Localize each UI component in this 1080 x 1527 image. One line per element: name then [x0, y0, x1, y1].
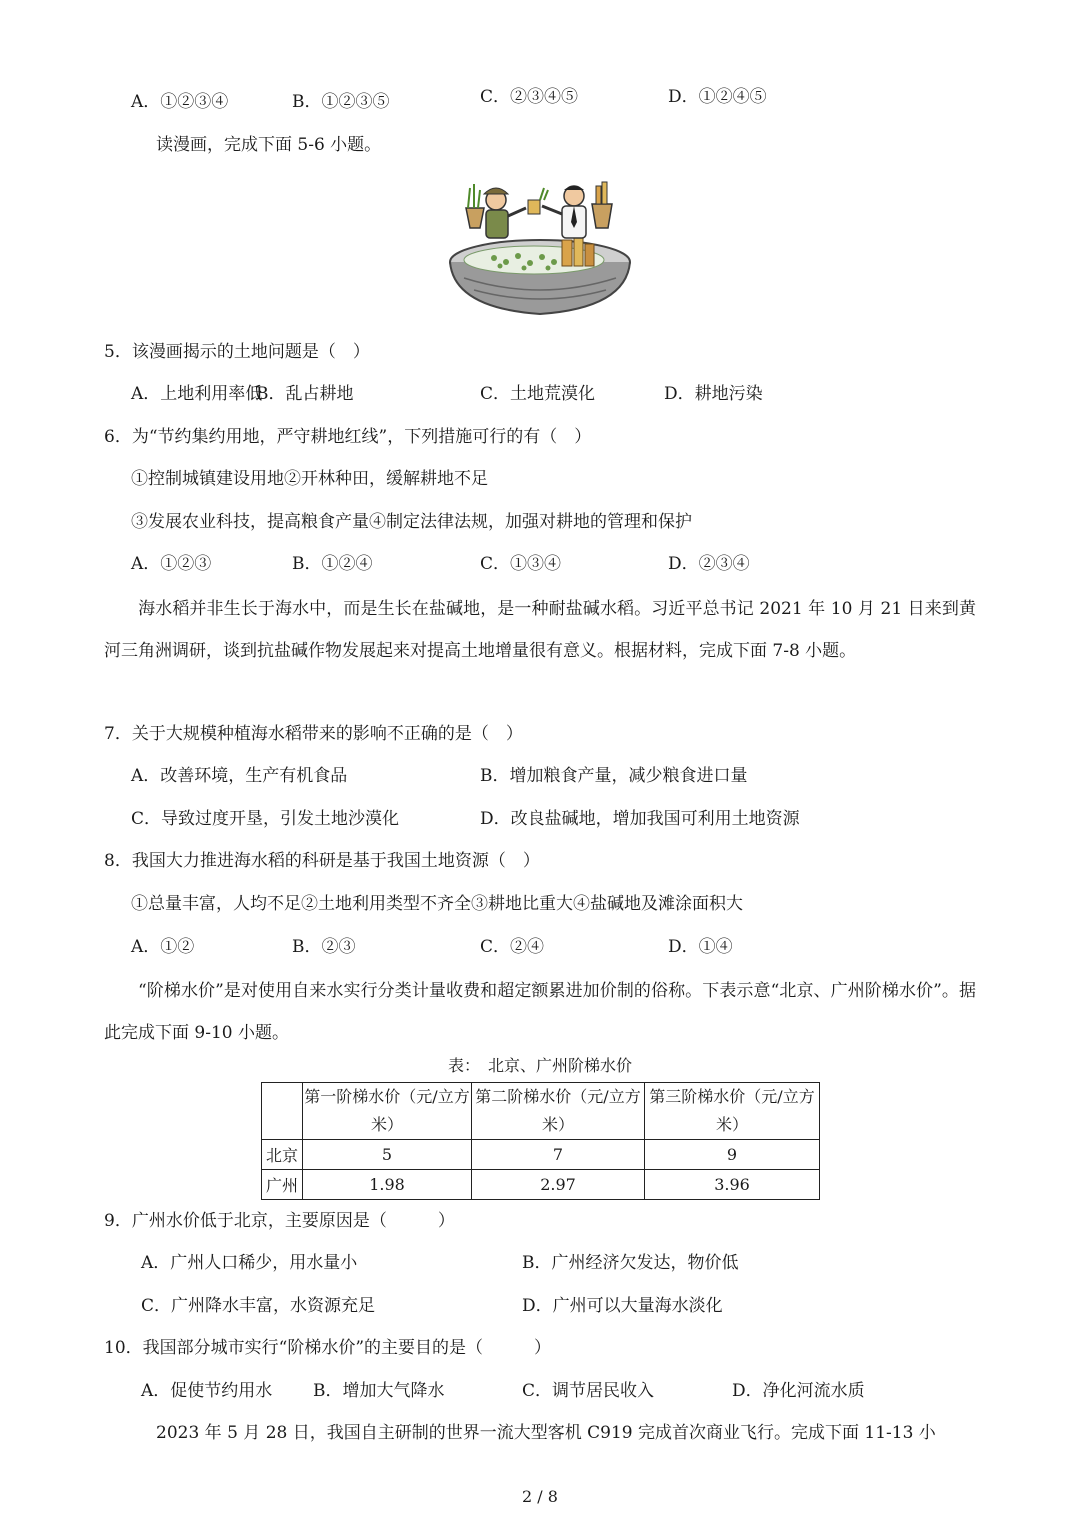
q5-option-c: C．土地荒漠化	[480, 384, 596, 404]
table-header-tier-3: 第三阶梯水价（元/立方米）	[645, 1083, 820, 1140]
q10-option-a: A．促使节约用水	[141, 1381, 273, 1401]
q8-option-b: B．②③	[292, 937, 356, 957]
q6-line-2: ③发展农业科技，提高粮食产量④制定法律法规，加强对耕地的管理和保护	[131, 512, 692, 532]
table-row	[262, 1140, 820, 1170]
q9-option-d: D．广州可以大量海水淡化	[522, 1296, 723, 1316]
intro-11-13: 2023 年 5 月 28 日，我国自主研制的世界一流大型客机 C919 完成首次商业飞行。完成下面 11-13 小	[156, 1423, 936, 1443]
intro-9-10	[104, 970, 976, 1054]
q4-option-d: D．①②④⑤	[668, 87, 767, 107]
q5-option-a: A．上地利用率低	[131, 384, 263, 404]
q7-option-a: A．改善环境，生产有机食品	[131, 766, 348, 786]
table-row	[262, 1170, 820, 1200]
q8-option-c: C．②④	[480, 937, 545, 957]
table-value-cell: 2.97	[472, 1170, 645, 1200]
q7-option-d: D．改良盐碱地，增加我国可利用土地资源	[480, 809, 800, 829]
table-header-row	[262, 1083, 820, 1140]
q8-line-1: ①总量丰富，人均不足②土地利用类型不齐全③耕地比重大④盐碱地及滩涂面积大	[131, 894, 743, 914]
q4-option-a: A．①②③④	[131, 92, 229, 112]
q4-option-c: C．②③④⑤	[480, 87, 579, 107]
q5-stem: 5．该漫画揭示的土地问题是（ ）	[104, 342, 370, 362]
intro-7-8-text: 海水稻并非生长于海水中，而是生长在盐碱地，是一种耐盐碱水稻。习近平总书记 2021 年 10 月 21 日来到黄河三角洲调研，谈到抗盐碱作物发展起来对提高土地增量很有意义。根据材料，完成下面 7-8 小题。	[104, 599, 976, 661]
q5-option-b: B．乱占耕地	[256, 384, 354, 404]
table-header-tier-1: 第一阶梯水价（元/立方米）	[303, 1083, 472, 1140]
q7-option-c: C．导致过度开垦，引发土地沙漠化	[131, 809, 400, 829]
q6-option-c: C．①③④	[480, 554, 562, 574]
q6-option-a: A．①②③	[131, 554, 212, 574]
intro-9-10-text: “阶梯水价”是对使用自来水实行分类计量收费和超定额累进加价制的俗称。下表示意“北京、广州阶梯水价”。据此完成下面 9-10 小题。	[104, 981, 976, 1043]
table-value-cell: 5	[303, 1140, 472, 1170]
q5-option-d: D．耕地污染	[664, 384, 763, 404]
q9-option-a: A．广州人口稀少，用水量小	[141, 1253, 358, 1273]
q9-option-b: B．广州经济欠发达，物价低	[522, 1253, 739, 1273]
q9-stem: 9．广州水价低于北京，主要原因是（ ）	[104, 1211, 455, 1231]
q10-option-b: B．增加大气降水	[313, 1381, 445, 1401]
table-caption: 表： 北京、广州阶梯水价	[447, 1056, 632, 1075]
water-price-table	[261, 1082, 820, 1200]
q8-option-a: A．①②	[131, 937, 195, 957]
q6-line-1: ①控制城镇建设用地②开林种田，缓解耕地不足	[131, 469, 488, 489]
q6-option-d: D．②③④	[668, 554, 750, 574]
q8-stem: 8．我国大力推进海水稻的科研是基于我国土地资源（ ）	[104, 851, 540, 871]
table-header-tier-2: 第二阶梯水价（元/立方米）	[472, 1083, 645, 1140]
q10-option-c: C．调节居民收入	[522, 1381, 655, 1401]
q8-option-d: D．①④	[668, 937, 733, 957]
table-value-cell: 9	[645, 1140, 820, 1170]
q10-option-d: D．净化河流水质	[732, 1381, 865, 1401]
table-corner-cell	[262, 1083, 303, 1140]
q10-stem: 10．我国部分城市实行“阶梯水价”的主要目的是（ ）	[104, 1338, 552, 1358]
q7-option-b: B．增加粮食产量，减少粮食进口量	[480, 766, 748, 786]
table-value-cell: 7	[472, 1140, 645, 1170]
q9-option-c: C．广州降水丰富，水资源充足	[141, 1296, 376, 1316]
q4-option-b: B．①②③⑤	[292, 92, 390, 112]
intro-7-8	[104, 588, 976, 672]
q6-option-b: B．①②④	[292, 554, 373, 574]
table-city-cell: 北京	[262, 1140, 303, 1170]
q6-stem: 6．为“节约集约用地，严守耕地红线”，下列措施可行的有（ ）	[104, 427, 592, 447]
intro-5-6: 读漫画，完成下面 5-6 小题。	[156, 135, 382, 155]
cartoon-illustration	[444, 178, 636, 318]
page-number: 2 / 8	[522, 1487, 558, 1506]
table-value-cell: 3.96	[645, 1170, 820, 1200]
q7-stem: 7．关于大规模种植海水稻带来的影响不正确的是（ ）	[104, 724, 523, 744]
table-value-cell: 1.98	[303, 1170, 472, 1200]
table-city-cell: 广州	[262, 1170, 303, 1200]
